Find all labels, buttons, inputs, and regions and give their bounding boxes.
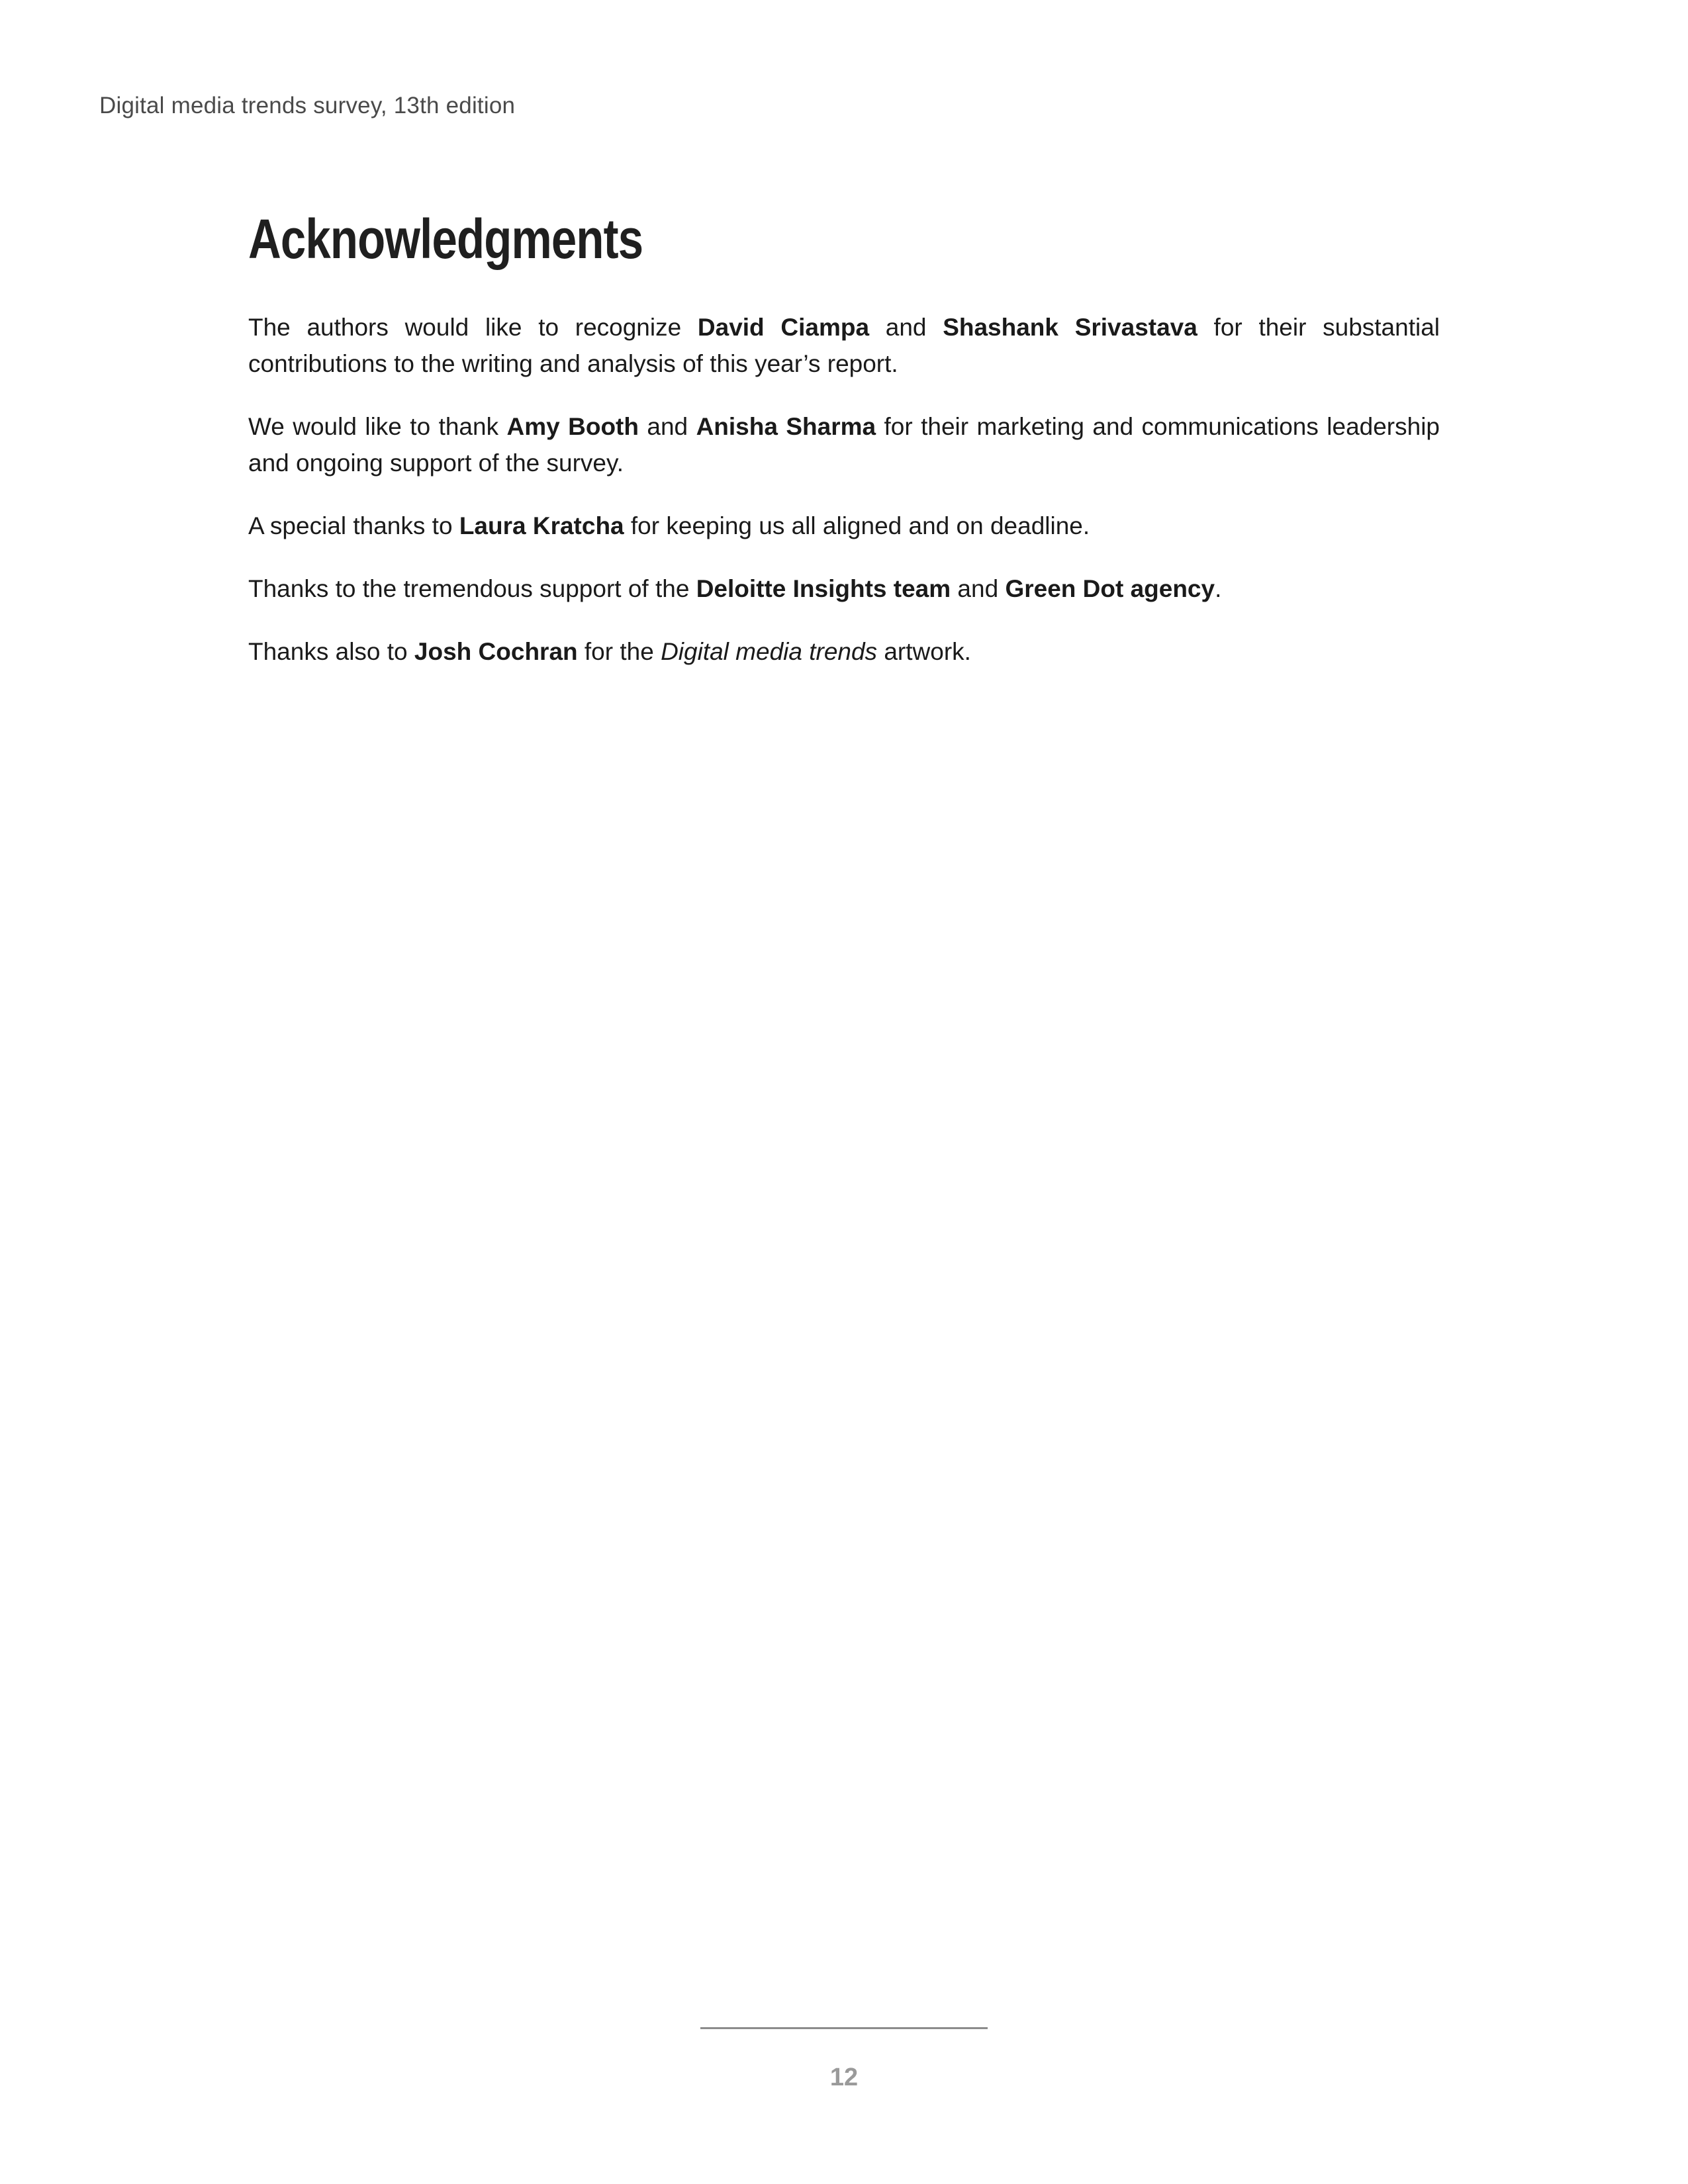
acknowledgment-paragraph-2 — [248, 408, 1440, 481]
text-segment: A special thanks to — [248, 512, 459, 540]
publication-title: Digital media trends — [661, 638, 878, 666]
text-segment: The authors would like to recognize — [248, 314, 698, 341]
agency-name: Green Dot agency — [1005, 575, 1215, 603]
person-name: Shashank Srivastava — [943, 314, 1197, 341]
text-segment: artwork. — [877, 638, 971, 666]
acknowledgment-paragraph-4 — [248, 570, 1440, 607]
main-content — [248, 208, 1440, 696]
person-name: David Ciampa — [697, 314, 870, 341]
acknowledgment-paragraph-3 — [248, 508, 1440, 544]
person-name: Josh Cochran — [414, 638, 578, 666]
team-name: Deloitte Insights team — [696, 575, 951, 603]
text-segment: for the — [577, 638, 661, 666]
text-segment: . — [1215, 575, 1222, 603]
page-number: 12 — [829, 2064, 859, 2091]
acknowledgment-paragraph-1 — [248, 309, 1440, 382]
person-name: Laura Kratcha — [459, 512, 624, 540]
text-segment: for keeping us all aligned and on deadline. — [624, 512, 1090, 540]
text-segment: for their marketing and communications leadership and ongoing support of the survey. — [248, 413, 1440, 477]
running-header: Digital media trends survey, 13th edition — [99, 93, 516, 118]
text-segment: and — [951, 575, 1006, 603]
footer-divider — [700, 2027, 988, 2029]
text-segment: Thanks to the tremendous support of the — [248, 575, 696, 603]
text-segment: We would like to thank — [248, 413, 507, 441]
text-segment: and — [638, 413, 696, 441]
text-segment: for their substantial contributions to the writing and analysis of this year’s report. — [248, 314, 1440, 378]
text-segment: Thanks also to — [248, 638, 414, 666]
page-title: Acknowledgments — [248, 208, 643, 270]
person-name: Anisha Sharma — [696, 413, 876, 441]
acknowledgment-paragraph-5 — [248, 633, 1440, 670]
text-segment: and — [869, 314, 943, 341]
person-name: Amy Booth — [506, 413, 639, 441]
